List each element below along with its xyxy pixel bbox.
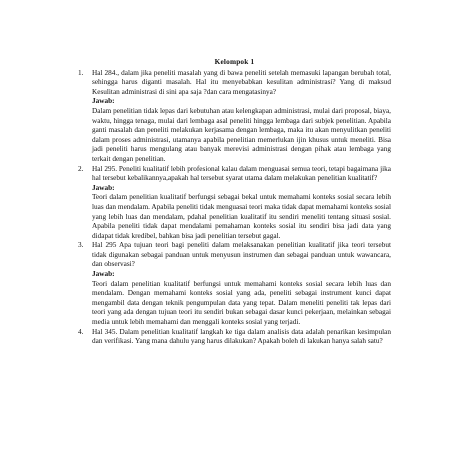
answer-text: Teori dalam penelitian kualitatif berfungsi untuk memahami konteks sosial secara lebih luas dan mendalam. Dengan memahami konteks sosial yang ada, peneliti sebagai instrument kunci dapat mengambil data dengan teknik pengumpulan data yang tepat. Dalam meneliti peneliti tak lepas dari teori yang ada dengan tujuan teori itu sendiri bukan sebagai dasar kunci pekerjaan, melainkan sebagai media untuk lebih memahami dan menggali konteks sosial yang terjadi. [92,279,391,327]
question-text: Hal 295. Peneliti kualitatif lebih profesional kalau dalam menguasai semua teori, tetapi bagaimana jika hal tersebut kebalikannya,apakah hal tersebut syarat utama dalam melakukan penelitian kualitatif? [92,164,391,183]
question-item-3 [78,241,391,327]
item-number: 1. [78,68,84,77]
question-item-2 [78,165,391,242]
question-item-4 [78,328,391,347]
answer-label: Jawab: [92,183,115,192]
question-list [78,69,391,347]
answer-text: Teori dalam penelitian kualitatif berfungsi sebagai bekal untuk memahami konteks sosial secara lebih luas dan mendalam. Apabila peneliti tidak menguasai teori maka tidak dapat memahami konteks sosial yang lebih luas dan mendalam, pdahal penelitian kualitatif itu sendiri meneliti tentang situasi sosial. Apabila peneliti tidak dapat mendalami pemahaman konteks sosial itu sendiri bisa jadi data yang didapat tidak kredibel, bahkan bisa jadi penelitian tersebut gagal. [92,193,391,240]
answer-label: Jawab: [92,97,115,106]
answer-label: Jawab: [92,270,115,279]
question-item-1 [78,69,391,165]
question-text: Hal 345. Dalam penelitian kualitatif langkah ke tiga dalam analisis data adalah penarikan kesimpulan dan verifikasi. Yang mana dahulu yang harus dilakukan? Apakah boleh di lakukan hanya salah satu? [92,327,391,346]
document-title: Kelompok 1 [214,58,255,66]
question-text: Hal 284., dalam jika peneliti masalah yang di bawa peneliti setelah memasuki lapangan berubah total, sehingga harus diganti masalah. Hal itu menyebabkan kesulitan administrasi? Yang di maksud Kesulitan administrasi di sini apa saja ?dan cara mengatasinya? [92,68,391,96]
item-number: 3. [78,241,84,250]
item-number: 2. [78,164,84,173]
item-number: 4. [78,327,84,336]
answer-text: Dalam penelitian tidak lepas dari kebutuhan atau kelengkapan administrasi, mulai dari proposal, biaya, waktu, hingga tenaga, mulai dari lembaga asal peneliti hingga lembaga dari subjek penelitian. Apabila ganti masalah dan peneliti melakukan kerjasama dengan lembaga, maka itu akan menyulitkan peneliti dalam proses administrasi, utamanya apabila penelitian memerlukan ijin khusus untuk meneliti. Bisa jadi peneliti harus mengulang atau banyak merevisi administrasi dengan pihak atau lembaga yang terkait dengan penelitian. [92,106,391,163]
question-text: Hal 295 Apa tujuan teori bagi peneliti dalam melaksanakan penelitian kualitatif jika teori tersebut tidak digunakan sebagai panduan untuk menyusun instrumen dan sebagai panduan untuk wawancara, dan observasi? [92,241,391,269]
